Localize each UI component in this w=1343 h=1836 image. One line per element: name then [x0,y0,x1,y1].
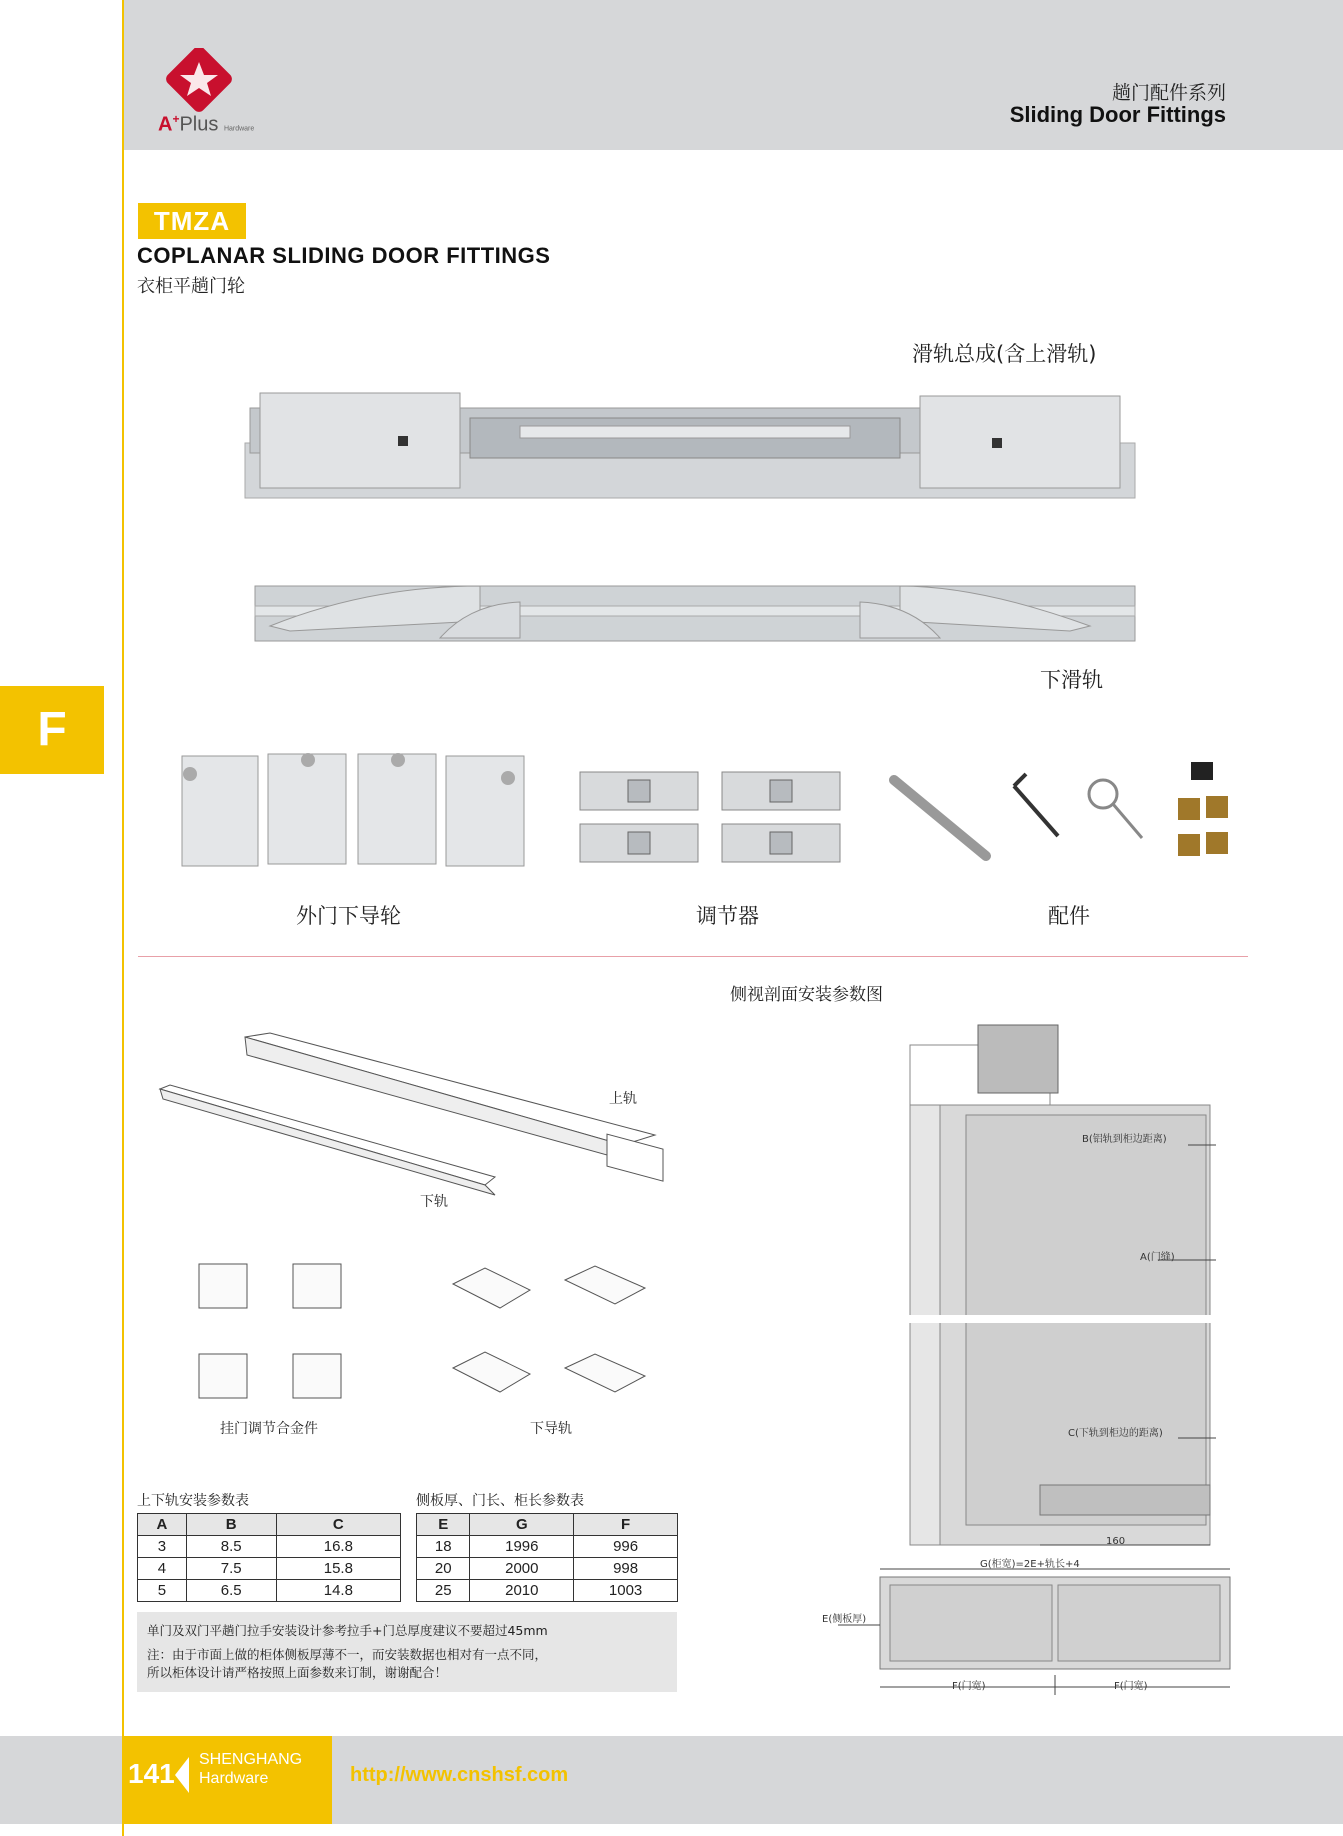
table1-title: 上下轨安装参数表 [137,1493,249,1509]
section-diagram-title: 侧视剖面安装参数图 [730,985,883,1005]
label-g: G(柜宽)=2E+轨长+4 [980,1559,1080,1570]
table1-header: B [186,1514,276,1536]
table-cell: 2000 [470,1558,574,1580]
lower-rail-label: 下轨 [420,1194,448,1210]
rail-assembly-photo [240,388,1140,518]
table1 [137,1513,401,1602]
logo-plus: + [172,112,180,126]
table2-header: F [574,1514,678,1536]
table-cell: 2010 [470,1580,574,1602]
hardware-drawing [195,1260,655,1410]
lower-guide-rail-label: 下导轨 [530,1421,572,1437]
website-link[interactable]: http://www.cnshsf.com [350,1764,569,1786]
table2-header: E [417,1514,470,1536]
table2-title: 侧板厚、门长、柜长参数表 [416,1493,584,1509]
logo-word: Plus [179,113,219,136]
table-cell: 1003 [574,1580,678,1602]
table2 [416,1513,678,1602]
brand-line2: Hardware [199,1770,269,1787]
cross-section-diagram [818,1015,1238,1695]
logo-wordmark [158,112,254,137]
table-cell: 25 [417,1580,470,1602]
notes-box [137,1612,677,1692]
margin-line [122,0,124,1836]
note-line: 所以柜体设计请严格按照上面参数来订制，谢谢配合！ [147,1665,448,1680]
table-row [417,1580,678,1602]
table-row [417,1558,678,1580]
table-cell: 15.8 [276,1558,400,1580]
table-cell: 16.8 [276,1536,400,1558]
label-e: E(侧板厚) [822,1614,867,1625]
product-title-en: COPLANAR SLIDING DOOR FITTINGS [137,243,551,268]
table-row [138,1580,401,1602]
brand-line1: SHENGHANG [199,1751,303,1768]
table-cell: 1996 [470,1536,574,1558]
label-b: B(铝轨到柜边距离) [1082,1134,1167,1145]
table-cell: 996 [574,1536,678,1558]
logo-small: Hardware [223,125,255,133]
product-code-tag: TMZA [138,203,246,239]
label-a: A(门缝) [1140,1252,1175,1263]
table-row [138,1558,401,1580]
note-line: 注：由于市面上做的柜体侧板厚薄不一，而安装数据也相对有一点不同， [147,1647,548,1662]
product-title-cn: 衣柜平趟门轮 [137,276,245,297]
accessories-caption: 配件 [1048,904,1090,928]
table-cell: 5 [138,1580,187,1602]
table-cell: 998 [574,1558,678,1580]
section-tab: F [0,686,104,774]
table-cell: 6.5 [186,1580,276,1602]
regulators-photo [578,768,842,868]
section-divider [138,956,1248,957]
header-title-en: Sliding Door Fittings [1009,102,1226,127]
rail-assembly-caption: 滑轨总成(含上滑轨) [912,342,1097,366]
label-f1: F(门宽) [952,1681,986,1692]
header-title-cn: 趟门配件系列 [1111,82,1226,104]
logo-letter: A [158,113,173,136]
guide-wheels-photo [178,748,538,878]
table-cell: 7.5 [186,1558,276,1580]
guide-wheel-caption: 外门下导轮 [296,904,401,928]
dim-160: 160 [1106,1536,1126,1547]
table1-header: C [276,1514,400,1536]
table-row [138,1536,401,1558]
note-line: 单门及双门平趟门拉手安装设计参考拉手+门总厚度建议不要超过45mm [147,1623,548,1638]
table-cell: 3 [138,1536,187,1558]
accessories-photo [888,756,1238,876]
table-row [417,1536,678,1558]
upper-rail-label: 上轨 [609,1091,637,1107]
table-cell: 8.5 [186,1536,276,1558]
regulator-caption: 调节器 [696,904,759,928]
lower-rail-caption: 下滑轨 [1040,668,1103,692]
label-c: C(下轨到柜边的距离) [1068,1428,1163,1439]
table-cell: 4 [138,1558,187,1580]
lower-rail-photo [250,576,1140,656]
table-cell: 18 [417,1536,470,1558]
arrow-left-icon [175,1757,189,1793]
table1-header: A [138,1514,187,1536]
page-number: 141 [128,1758,175,1789]
table2-header: G [470,1514,574,1536]
label-f2: F(门宽) [1114,1681,1148,1692]
table-cell: 14.8 [276,1580,400,1602]
table-cell: 20 [417,1558,470,1580]
rails-drawing [155,1025,675,1210]
hanging-alloy-label: 挂门调节合金件 [220,1421,318,1437]
